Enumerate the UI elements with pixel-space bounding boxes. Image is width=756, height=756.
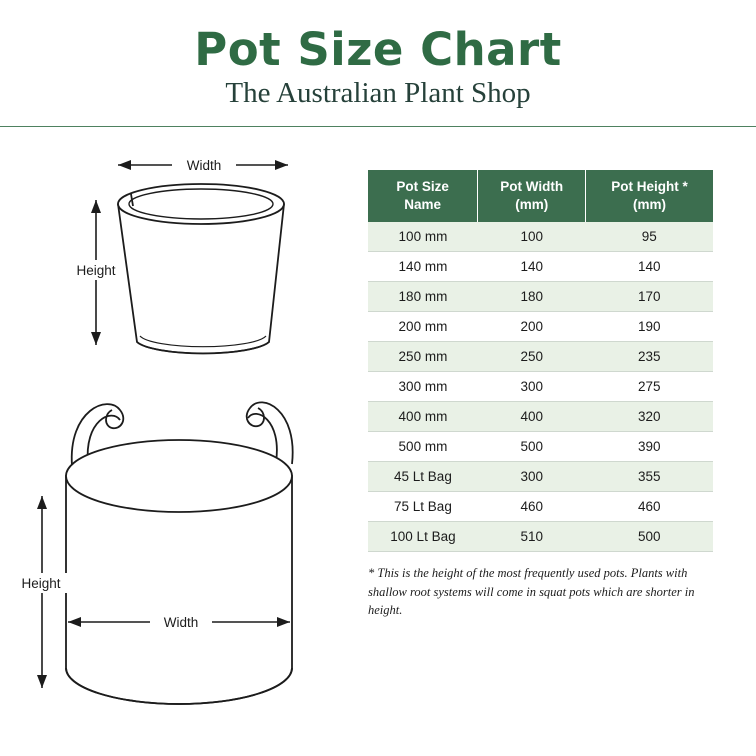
cell-pot-size-name: 200 mm bbox=[368, 312, 478, 342]
table-body bbox=[368, 222, 713, 552]
header-line-2: Name bbox=[404, 197, 442, 213]
pot-width-label: Width bbox=[186, 158, 222, 173]
table-row bbox=[368, 522, 713, 552]
cell-pot-size-name: 180 mm bbox=[368, 282, 478, 312]
cell-pot-width: 510 bbox=[478, 522, 586, 552]
cell-pot-width: 300 bbox=[478, 462, 586, 492]
page-title: Pot Size Chart bbox=[194, 23, 562, 76]
table-row bbox=[368, 432, 713, 462]
table-row bbox=[368, 402, 713, 432]
cell-pot-width: 460 bbox=[478, 492, 586, 522]
cell-pot-size-name: 75 Lt Bag bbox=[368, 492, 478, 522]
cell-pot-height: 355 bbox=[586, 462, 713, 492]
table-row bbox=[368, 312, 713, 342]
content-area bbox=[0, 140, 756, 756]
cell-pot-width: 200 bbox=[478, 312, 586, 342]
column-header-pot-width bbox=[478, 170, 586, 222]
bag-width-label: Width bbox=[163, 615, 199, 630]
cell-pot-width: 140 bbox=[478, 252, 586, 282]
header-divider bbox=[0, 126, 756, 127]
grow-bag-diagram bbox=[0, 358, 362, 756]
cell-pot-height: 190 bbox=[586, 312, 713, 342]
table-row bbox=[368, 462, 713, 492]
header-line-1: Pot Width bbox=[500, 179, 564, 194]
table-row bbox=[368, 492, 713, 522]
cell-pot-height: 140 bbox=[586, 252, 713, 282]
cell-pot-height: 500 bbox=[586, 522, 713, 552]
page-subtitle: The Australian Plant Shop bbox=[225, 77, 531, 110]
table-row bbox=[368, 252, 713, 282]
column-header-pot-height bbox=[586, 170, 713, 222]
nursery-pot-diagram bbox=[0, 140, 362, 380]
diagram-column bbox=[0, 140, 362, 756]
table-header bbox=[368, 170, 713, 222]
cell-pot-size-name: 140 mm bbox=[368, 252, 478, 282]
cell-pot-width: 400 bbox=[478, 402, 586, 432]
table-row bbox=[368, 342, 713, 372]
cell-pot-height: 275 bbox=[586, 372, 713, 402]
bag-height-label: Height bbox=[21, 576, 61, 591]
cell-pot-size-name: 250 mm bbox=[368, 342, 478, 372]
cell-pot-width: 250 bbox=[478, 342, 586, 372]
cell-pot-size-name: 400 mm bbox=[368, 402, 478, 432]
header bbox=[0, 0, 756, 110]
header-line-1: Pot Size bbox=[396, 179, 449, 194]
header-line-1: Pot Height * bbox=[611, 179, 688, 194]
table-row bbox=[368, 282, 713, 312]
pot-size-table bbox=[368, 170, 713, 552]
table-row bbox=[368, 222, 713, 252]
column-header-pot-size-name bbox=[368, 170, 478, 222]
cell-pot-height: 95 bbox=[586, 222, 713, 252]
cell-pot-height: 235 bbox=[586, 342, 713, 372]
cell-pot-height: 170 bbox=[586, 282, 713, 312]
cell-pot-size-name: 45 Lt Bag bbox=[368, 462, 478, 492]
header-line-2: (mm) bbox=[633, 197, 667, 213]
table-row bbox=[368, 372, 713, 402]
cell-pot-width: 500 bbox=[478, 432, 586, 462]
cell-pot-size-name: 300 mm bbox=[368, 372, 478, 402]
cell-pot-width: 180 bbox=[478, 282, 586, 312]
cell-pot-width: 300 bbox=[478, 372, 586, 402]
cell-pot-size-name: 500 mm bbox=[368, 432, 478, 462]
table-footnote: * This is the height of the most frequently used pots. Plants with shallow root systems will come in squat pots which are shorter in height. bbox=[368, 566, 695, 617]
pot-height-label: Height bbox=[76, 263, 116, 278]
cell-pot-size-name: 100 Lt Bag bbox=[368, 522, 478, 552]
cell-pot-width: 100 bbox=[478, 222, 586, 252]
table-column bbox=[368, 170, 736, 619]
table-header-row bbox=[368, 170, 713, 222]
header-line-2: (mm) bbox=[515, 197, 549, 213]
cell-pot-size-name: 100 mm bbox=[368, 222, 478, 252]
cell-pot-height: 460 bbox=[586, 492, 713, 522]
cell-pot-height: 320 bbox=[586, 402, 713, 432]
cell-pot-height: 390 bbox=[586, 432, 713, 462]
